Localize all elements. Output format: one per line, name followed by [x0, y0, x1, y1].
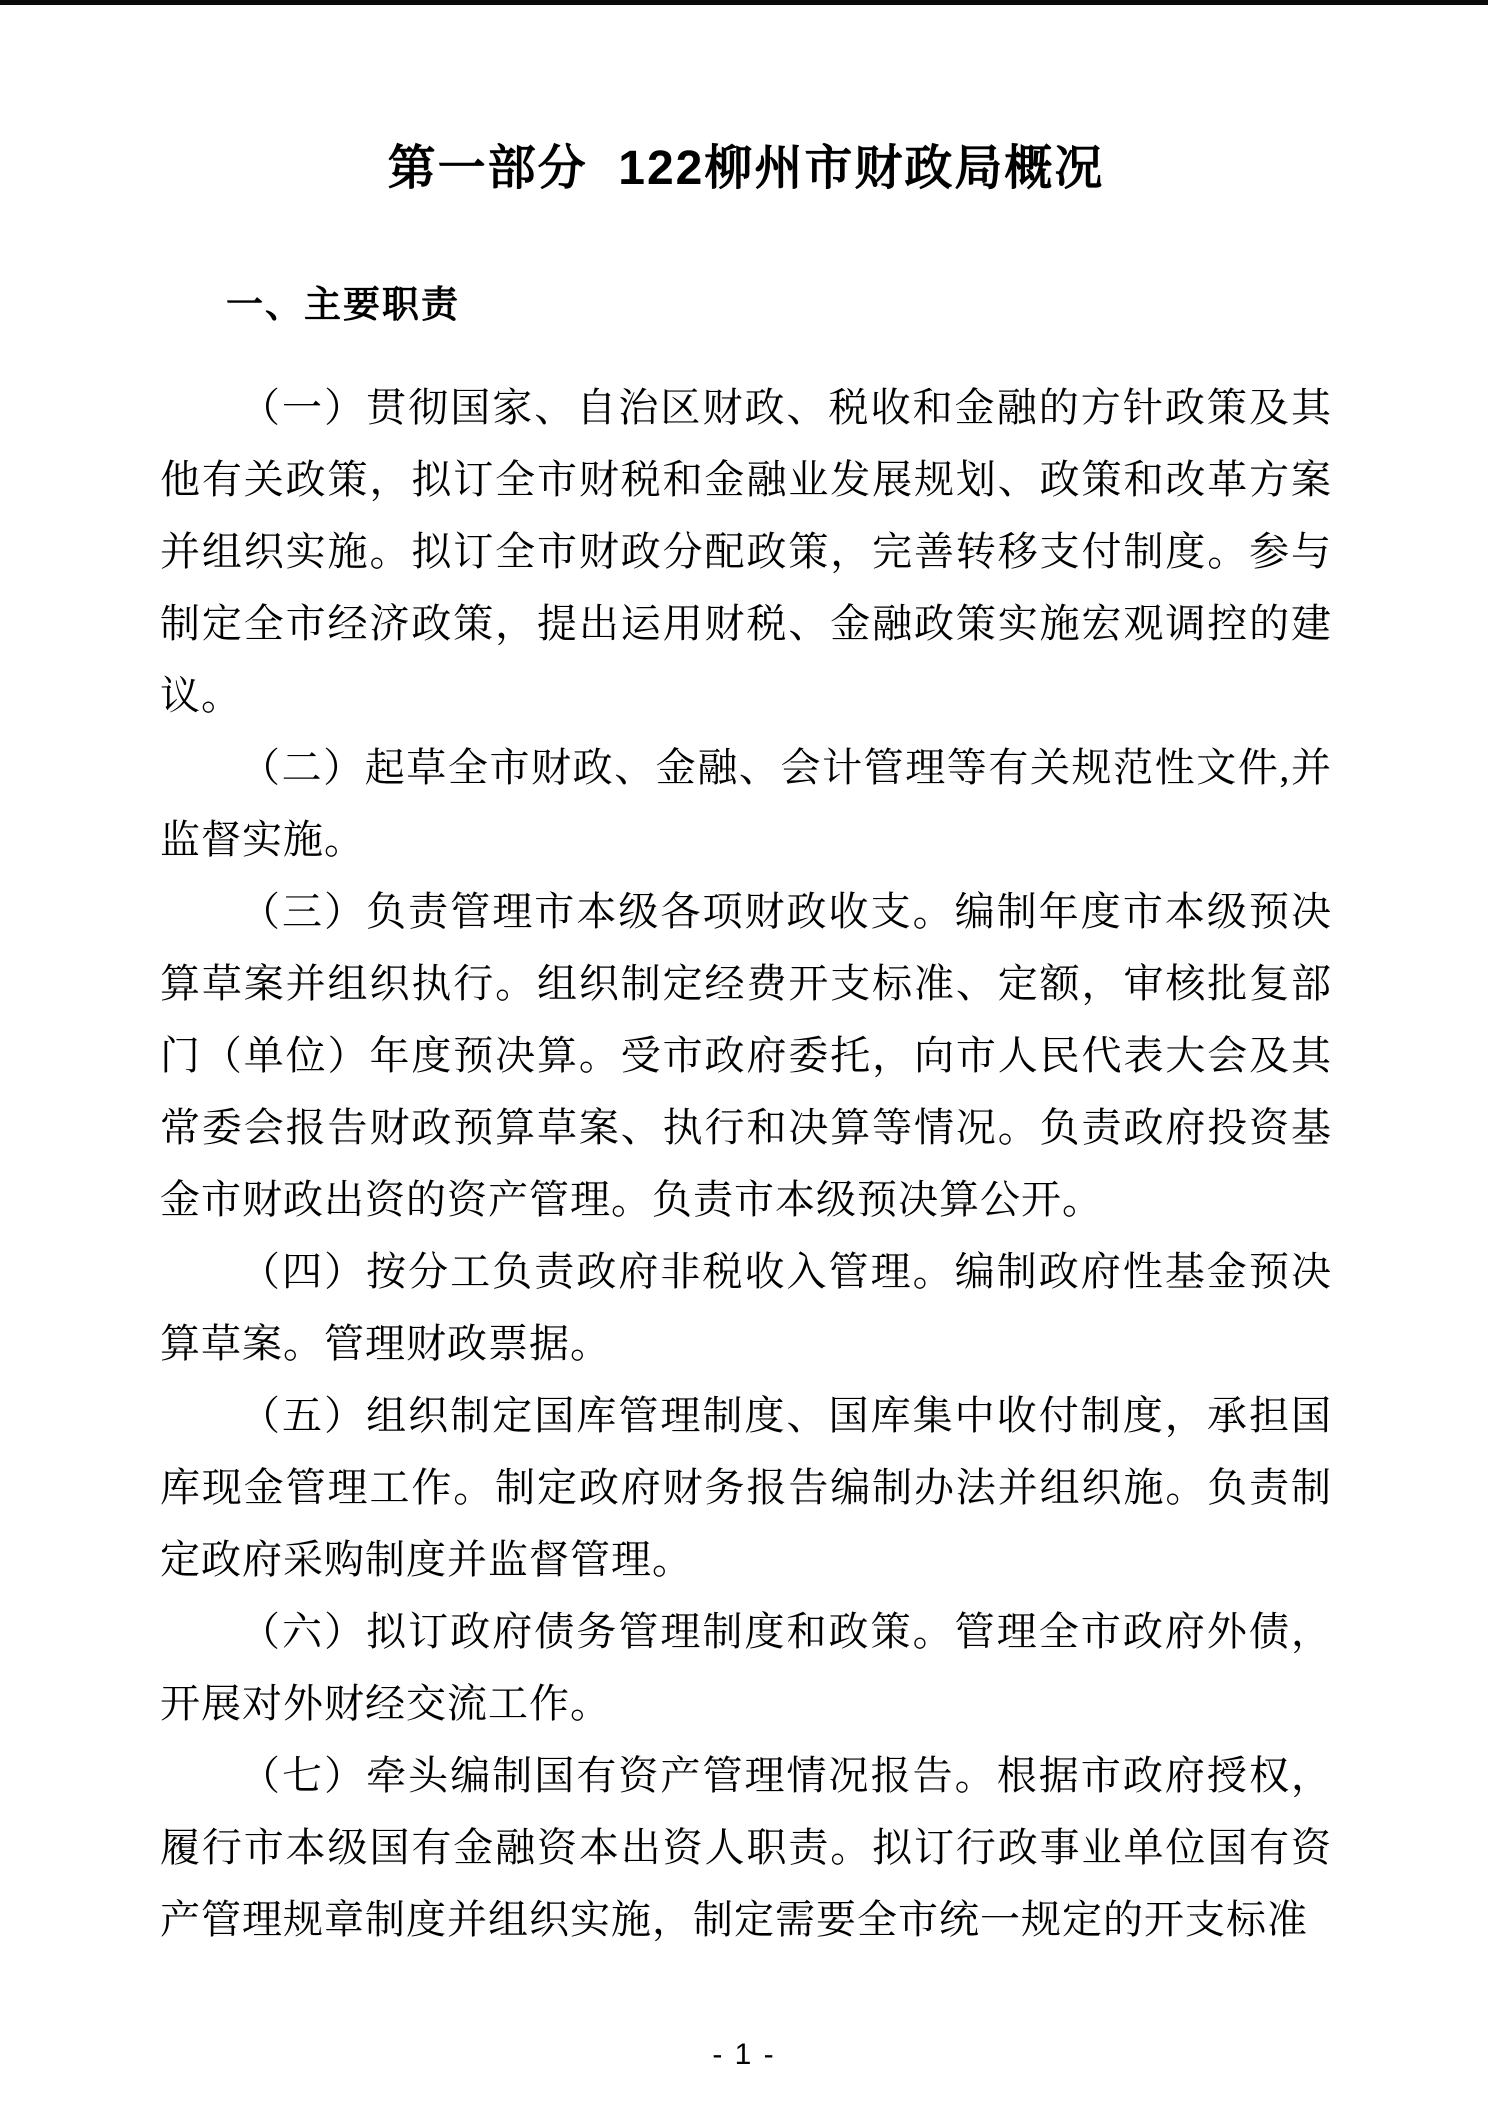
body-text — [160, 372, 1332, 1956]
document-title: 第一部分 122柳州市财政局概况 — [387, 142, 1105, 195]
page-number: - 1 - — [712, 2038, 776, 2071]
body-paragraph-3: （三）负责管理市本级各项财政收支。编制年度市本级预决算草案并组织执行。组织制定经费开支标准、定额，审核批复部门（单位）年度预决算。受市政府委托，向市人民代表大会及其常委会报告财政预算草案、执行和决算等情况。负责政府投资基金市财政出资的资产管理。负责市本级预决算公开。 — [160, 889, 1332, 1222]
body-paragraph-5: （五）组织制定国库管理制度、国库集中收付制度，承担国库现金管理工作。制定政府财务报告编制办法并组织施。负责制定政府采购制度并监督管理。 — [160, 1393, 1332, 1582]
body-paragraph-2: （二）起草全市财政、金融、会计管理等有关规范性文件,并监督实施。 — [160, 745, 1332, 862]
section-heading: 一、主要职责 — [226, 284, 460, 325]
body-paragraph-7: （七）牵头编制国有资产管理情况报告。根据市政府授权，履行市本级国有金融资本出资人职责。拟订行政事业单位国有资产管理规章制度并组织实施，制定需要全市统一规定的开支标准 — [160, 1753, 1332, 1942]
document-content — [160, 0, 1332, 1956]
body-paragraph-4: （四）按分工负责政府非税收入管理。编制政府性基金预决算草案。管理财政票据。 — [160, 1249, 1332, 1366]
body-paragraph-1: （一）贯彻国家、自治区财政、税收和金融的方针政策及其他有关政策，拟订全市财税和金融业发展规划、政策和改革方案并组织实施。拟订全市财政分配政策，完善转移支付制度。参与制定全市经济政策，提出运用财税、金融政策实施宏观调控的建议。 — [160, 385, 1332, 718]
body-paragraph-6: （六）拟订政府债务管理制度和政策。管理全市政府外债，开展对外财经交流工作。 — [160, 1609, 1332, 1726]
